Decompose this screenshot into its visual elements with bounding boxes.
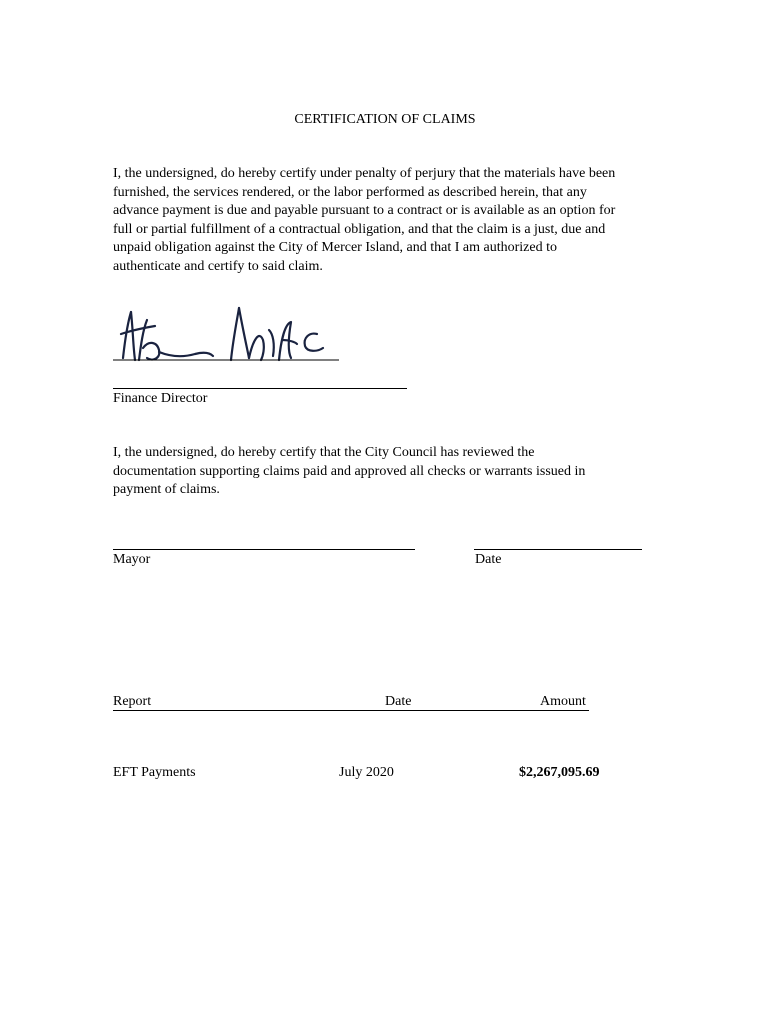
paragraph-line: full or partial fulfillment of a contractual obligation, and that the claim is a just, due and <box>113 221 606 237</box>
finance-signature-line <box>113 388 407 389</box>
finance-director-signature <box>113 300 343 370</box>
mayor-label: Mayor <box>113 552 151 567</box>
table-row-report: EFT Payments <box>113 765 196 780</box>
report-header: Report <box>113 694 152 709</box>
paragraph-line: unpaid obligation against the City of Mercer Island, and that I am authorized to <box>113 240 557 255</box>
certification-paragraph <box>113 165 673 276</box>
table-row-amount: $2,267,095.69 <box>519 765 600 780</box>
report-header-underline <box>113 710 589 711</box>
document-title: CERTIFICATION OF CLAIMS <box>294 112 476 127</box>
date-label: Date <box>475 552 502 567</box>
paragraph-line: furnished, the services rendered, or the labor performed as described herein, that any <box>113 184 587 200</box>
paragraph-line: I, the undersigned, do hereby certify under penalty of perjury that the materials have been <box>113 166 616 181</box>
amount-header: Amount <box>540 694 586 709</box>
paragraph-line: documentation supporting claims paid and approved all checks or warrants issued in <box>113 463 586 479</box>
paragraph-line: I, the undersigned, do hereby certify that the City Council has reviewed the <box>113 445 535 460</box>
paragraph-line: payment of claims. <box>113 482 220 497</box>
finance-director-label: Finance Director <box>113 391 208 406</box>
paragraph-line: advance payment is due and payable pursuant to a contract or is available as an option for <box>113 203 616 218</box>
mayor-signature-line <box>113 549 415 550</box>
date-signature-line <box>474 549 642 550</box>
paragraph-line: authenticate and certify to said claim. <box>113 258 323 274</box>
council-certification-paragraph <box>113 444 673 500</box>
table-row-date: July 2020 <box>339 765 394 780</box>
date-header: Date <box>385 694 412 709</box>
